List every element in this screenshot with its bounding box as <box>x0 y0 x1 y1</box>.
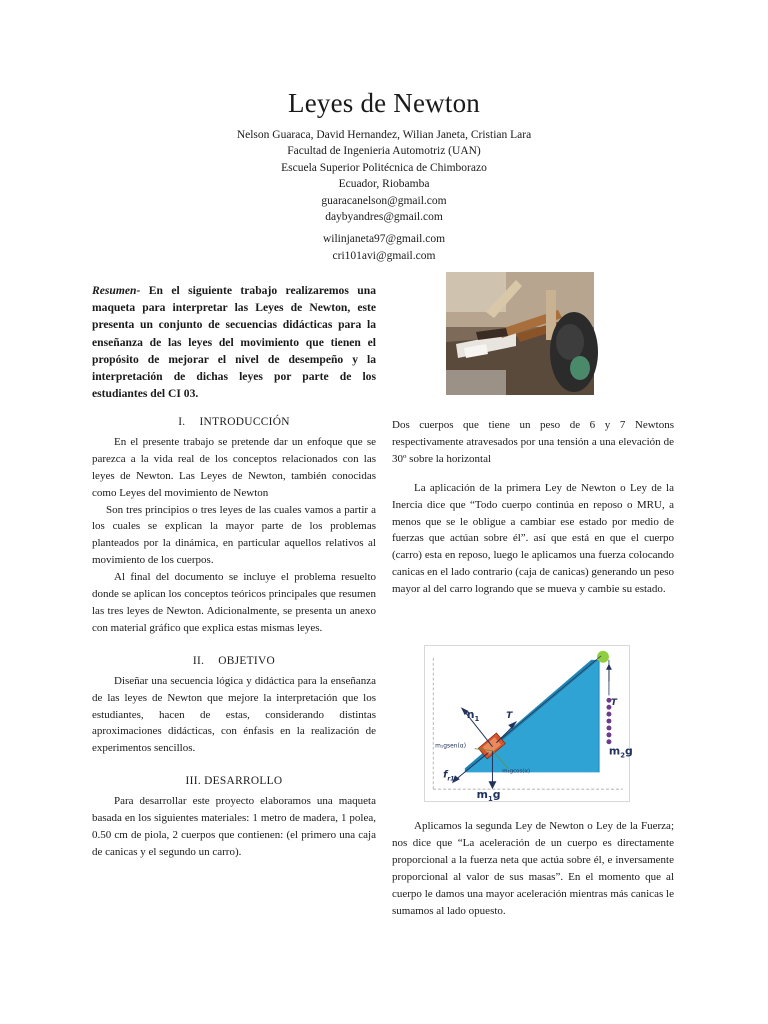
section-heading-intro <box>92 414 376 431</box>
right-column-bottom <box>392 818 674 920</box>
label-tension-left: T <box>506 711 513 722</box>
model-photo <box>446 272 594 395</box>
label-cos: m₁gcos(α) <box>502 768 531 775</box>
right-paragraph-1: Dos cuerpos que tiene un peso de 6 y 7 Newtons respectivamente atravesados por una tensión a una elevación de 30º sobre la horizontal <box>392 419 674 465</box>
right-paragraph-3: Aplicamos la segunda Ley de Newton o Ley de la Fuerza; nos dice que “La aceleración de un cuerpo es directamente proporcional a la fuerza neta que actúa sobre él, e inversamente proporcional al valor de sus masas”. En el momento que al cuerpo le damos una mayor aceleración mientras más canicas le sumamos al lado opuesto. <box>392 820 674 917</box>
author-location: Ecuador, Riobamba <box>338 178 430 191</box>
label-m1g: $m_1g$ <box>476 788 501 803</box>
incline-diagram <box>424 645 633 803</box>
author-school: Escuela Superior Politécnica de Chimborazo <box>281 161 487 174</box>
intro-paragraph-1: En el presente trabajo se pretende dar un enfoque que se parezca a la vida real de los conceptos relacionados con las leyes de Newton. Las Leyes de Newton, también conocidas como Leyes del movimiento de Newton <box>92 435 376 499</box>
section-title: INTRODUCCIÓN <box>199 416 290 428</box>
model-photo-image <box>446 272 594 395</box>
author-block <box>0 127 768 264</box>
left-column <box>92 414 376 861</box>
author-email: daybyandres@gmail.com <box>325 211 443 224</box>
section-title: OBJETIVO <box>218 654 276 667</box>
label-tension-right: T <box>610 698 617 709</box>
abstract <box>92 282 376 402</box>
label-friction: $f_{r1}$ <box>443 769 455 783</box>
author-email: guaracanelson@gmail.com <box>321 194 447 207</box>
right-paragraph-2: La aplicación de la primera Ley de Newton o Ley de la Inercia dice que “Todo cuerpo continúa en reposo o MRU, a menos que se le obligue a cambiar ese estado por medio de fuerzas que actúan sobre él”. así que está en que el cuerpo (carro) esta en reposo, luego le aplicamos una fuerza colocando canicas en el lado contrario (caja de canicas) generando un peso mayor al del carro logrando que se mueva y cambie su estado. <box>392 481 674 596</box>
author-names: Nelson Guaraca, David Hernandez, Wilian Janeta, Cristian Lara <box>236 129 532 141</box>
right-column <box>392 417 674 598</box>
label-m2g: $m_2g$ <box>608 744 633 760</box>
pulley-icon <box>597 651 609 663</box>
incline-diagram-svg <box>425 646 633 803</box>
section-heading-development: III. DESARROLLO <box>185 775 283 788</box>
intro-paragraph-2: Son tres principios o tres leyes de las cuales vamos a partir a los cuales se explican la mayor parte de los problemas planteados por la dinámica, en particular aquellos relativos al movimiento de los cuerpos. <box>92 503 376 567</box>
label-sen: m₁gsen(α) <box>435 743 467 750</box>
paper-title: Leyes de Newton <box>288 88 480 118</box>
objective-paragraph: Diseñar una secuencia lógica y didáctica para la enseñanza de las leyes de Newton que mejore la interpretación que los estudiantes, hacen de estas, considerando distintas aproximaciones didácticas, con énfasis en la realización de experimentos sencillos. <box>92 674 376 755</box>
abstract-lead: Resumen- <box>92 284 141 297</box>
section-number: I. <box>178 416 186 428</box>
abstract-text: En el siguiente trabajo realizaremos una maqueta para interpretar las Leyes de Newton, este presenta un conjunto de secuencias didácticas para la enseñanza de las leyes del movimiento que tienen el propósito de mejorar el nivel de desempeño y la interpretación de dichas leyes por parte de los estudiantes del CI 03. <box>92 284 376 401</box>
author-email: wilinjaneta97@gmail.com <box>322 233 446 246</box>
intro-paragraph-3: Al final del documento se incluye el problema resuelto donde se aplican los conceptos teóricos principales que resumen las tres leyes de Newton. Adicionalmente, se presenta un anexo con material gráfico que explica estas mismas leyes. <box>92 571 376 634</box>
author-faculty: Facultad de Ingenieria Automotriz (UAN) <box>287 145 481 158</box>
development-paragraph: Para desarrollar este proyecto elaboramos una maqueta basada en los siguientes materiales: 1 metro de madera, 1 polea, 0.50 cm de piola, 2 cuerpos que contienen: (el primero una caja de canicas y el segundo un carro). <box>92 795 376 858</box>
label-normal: $n_1$ <box>466 708 480 724</box>
section-number: II. <box>192 654 205 667</box>
author-email: cri101avi@gmail.com <box>332 249 436 262</box>
section-heading-objective <box>92 653 376 670</box>
